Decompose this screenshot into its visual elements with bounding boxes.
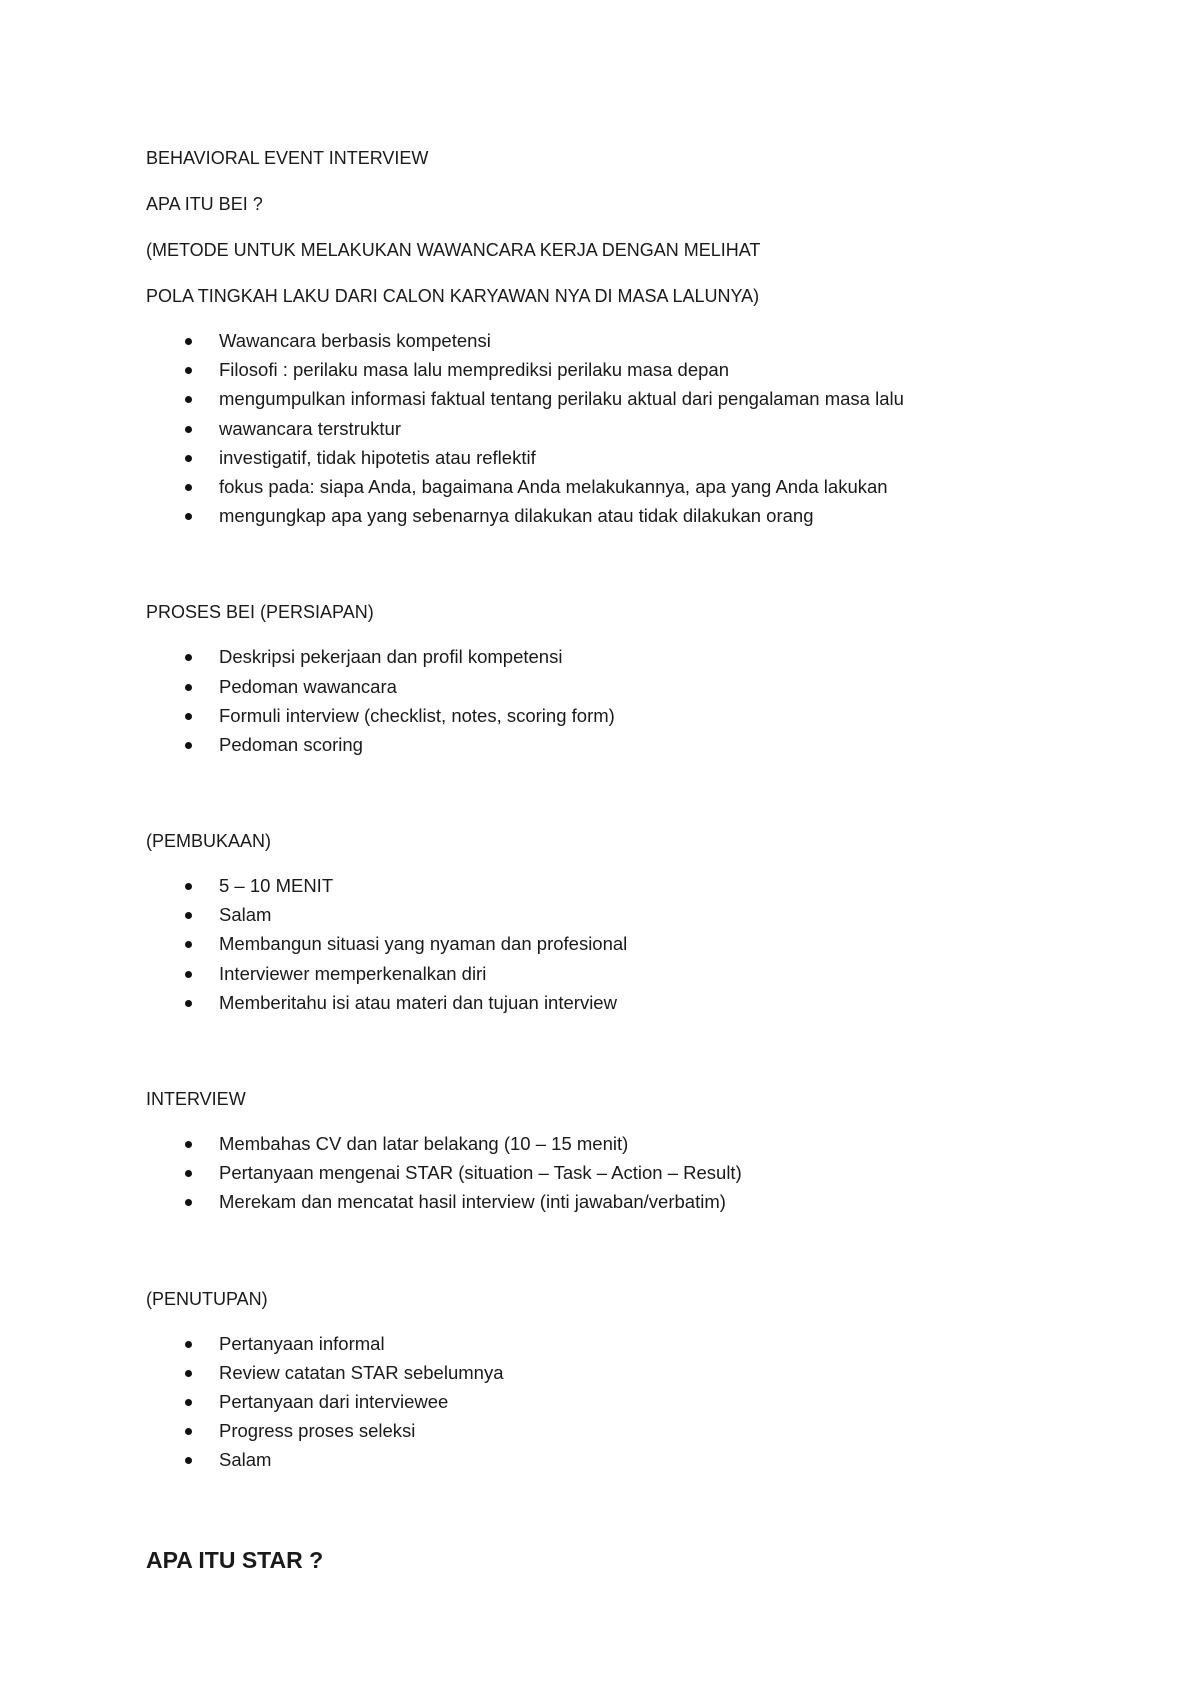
- question-heading: APA ITU BEI ?: [146, 194, 263, 214]
- list-item: [146, 959, 1106, 988]
- bullet-icon: [185, 742, 192, 749]
- section-bullet-list: [146, 642, 1106, 759]
- list-item-text: 5 – 10 MENIT: [219, 875, 334, 897]
- list-item: [146, 1445, 1106, 1474]
- list-item: [146, 701, 1106, 730]
- list-item: [146, 1358, 1106, 1387]
- section-bullet-list: [146, 1129, 1106, 1217]
- list-item: [146, 871, 1106, 900]
- list-item-text: Pedoman wawancara: [219, 675, 397, 697]
- bullet-icon: [185, 1399, 192, 1406]
- list-item: [146, 1187, 1106, 1216]
- bullet-icon: [185, 971, 192, 978]
- definition-bullet-list: [146, 326, 1106, 530]
- list-item-text: wawancara terstruktur: [219, 417, 401, 439]
- list-item-text: Salam: [219, 1449, 272, 1471]
- list-item: [146, 472, 1106, 501]
- list-item-text: Merekam dan mencatat hasil interview (inti jawaban/verbatim): [219, 1191, 726, 1213]
- bullet-icon: [185, 1428, 192, 1435]
- list-item-text: mengumpulkan informasi faktual tentang perilaku aktual dari pengalaman masa lalu: [219, 388, 904, 410]
- definition-line-1: (METODE UNTUK MELAKUKAN WAWANCARA KERJA DENGAN MELIHAT: [146, 240, 761, 260]
- document-body: [146, 146, 1106, 1575]
- bullet-icon: [185, 684, 192, 691]
- bullet-icon: [185, 1370, 192, 1377]
- list-item-text: Membahas CV dan latar belakang (10 – 15 menit): [219, 1133, 629, 1154]
- bullet-icon: [185, 484, 192, 491]
- bullet-icon: [185, 338, 192, 345]
- bullet-icon: [185, 912, 192, 919]
- bullet-icon: [185, 367, 192, 374]
- list-item-text: Wawancara berbasis kompetensi: [219, 330, 491, 351]
- list-item: [146, 672, 1106, 701]
- bullet-icon: [185, 1170, 192, 1177]
- list-item-text: Review catatan STAR sebelumnya: [219, 1361, 504, 1383]
- list-item: [146, 1387, 1106, 1416]
- definition-line-2: POLA TINGKAH LAKU DARI CALON KARYAWAN NYA DI MASA LALUNYA): [146, 286, 760, 306]
- list-item-text: Pertanyaan mengenai STAR (situation – Task – Action – Result): [219, 1162, 742, 1184]
- list-item: [146, 929, 1106, 958]
- list-item-text: Membangun situasi yang nyaman dan profesional: [219, 933, 628, 955]
- list-item: [146, 414, 1106, 443]
- section-bullet-list: [146, 1329, 1106, 1475]
- bullet-icon: [185, 883, 192, 890]
- list-item: [146, 355, 1106, 384]
- list-item-text: Memberitahu isi atau materi dan tujuan interview: [219, 991, 617, 1013]
- list-item-text: investigatif, tidak hipotetis atau reflektif: [219, 446, 536, 468]
- list-item: [146, 443, 1106, 472]
- bullet-icon: [185, 654, 192, 661]
- bullet-icon: [185, 713, 192, 720]
- list-item: [146, 1329, 1106, 1358]
- list-item-text: fokus pada: siapa Anda, bagaimana Anda melakukannya, apa yang Anda lakukan: [219, 475, 888, 497]
- list-item: [146, 1158, 1106, 1187]
- list-item-text: Progress proses seleksi: [219, 1420, 416, 1442]
- bullet-icon: [185, 941, 192, 948]
- bullet-icon: [185, 1341, 192, 1348]
- bullet-icon: [185, 1000, 192, 1007]
- section-heading: (PEMBUKAAN): [146, 831, 272, 852]
- bullet-icon: [185, 426, 192, 433]
- list-item: [146, 1129, 1106, 1158]
- list-item: [146, 900, 1106, 929]
- section-pembukaan: [146, 829, 1106, 1017]
- section-heading: (PENUTUPAN): [146, 1288, 268, 1309]
- section-bullet-list: [146, 871, 1106, 1017]
- bullet-icon: [185, 396, 192, 403]
- list-item-text: Salam: [219, 904, 272, 926]
- list-item-text: Formuli interview (checklist, notes, scoring form): [219, 704, 615, 726]
- list-item: [146, 730, 1106, 759]
- section-heading: INTERVIEW: [146, 1089, 246, 1109]
- star-heading: APA ITU STAR ?: [146, 1546, 324, 1573]
- section-heading: PROSES BEI (PERSIAPAN): [146, 602, 374, 623]
- list-item: [146, 384, 1106, 413]
- bullet-icon: [185, 455, 192, 462]
- list-item-text: Deskripsi pekerjaan dan profil kompetensi: [219, 646, 563, 668]
- list-item-text: Filosofi : perilaku masa lalu memprediksi perilaku masa depan: [219, 359, 730, 381]
- list-item: [146, 988, 1106, 1017]
- list-item: [146, 642, 1106, 671]
- list-item-text: Pedoman scoring: [219, 733, 363, 755]
- bullet-icon: [185, 1457, 192, 1464]
- list-item-text: mengungkap apa yang sebenarnya dilakukan atau tidak dilakukan orang: [219, 505, 814, 527]
- list-item: [146, 501, 1106, 530]
- section-persiapan: [146, 600, 1106, 759]
- section-penutupan: [146, 1287, 1106, 1475]
- bullet-icon: [185, 1141, 192, 1148]
- list-item-text: Pertanyaan informal: [219, 1332, 385, 1354]
- document-title: BEHAVIORAL EVENT INTERVIEW: [146, 148, 429, 168]
- list-item-text: Interviewer memperkenalkan diri: [219, 962, 487, 984]
- list-item: [146, 326, 1106, 355]
- section-interview: [146, 1087, 1106, 1217]
- bullet-icon: [185, 513, 192, 520]
- list-item-text: Pertanyaan dari interviewee: [219, 1390, 449, 1412]
- bullet-icon: [185, 1199, 192, 1206]
- list-item: [146, 1416, 1106, 1445]
